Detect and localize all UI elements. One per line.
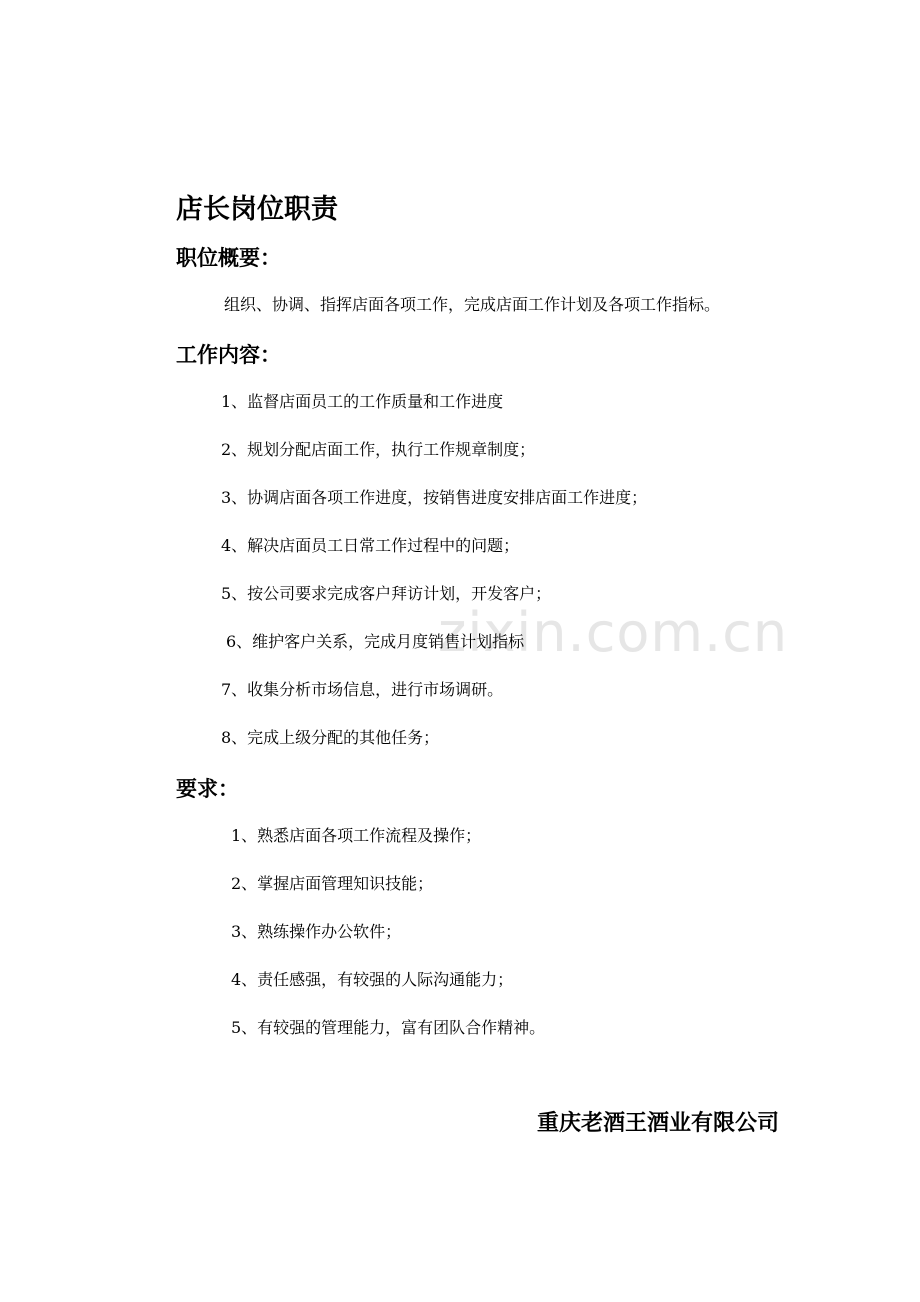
requirement-item-4: 4、责任感强，有较强的人际沟通能力； [231, 970, 514, 989]
work-item-4: 4、解决店面员工日常工作过程中的问题； [221, 536, 520, 555]
work-item-6: 6、维护客户关系，完成月度销售计划指标 [226, 632, 525, 651]
requirements-heading: 要求： [176, 777, 239, 801]
work-item-7: 7、收集分析市场信息，进行市场调研。 [221, 680, 504, 699]
work-content-heading: 工作内容： [176, 343, 281, 367]
work-item-3: 3、协调店面各项工作进度，按销售进度安排店面工作进度； [221, 488, 648, 507]
requirement-item-2: 2、掌握店面管理知识技能； [231, 874, 434, 893]
requirement-item-3: 3、熟练操作办公软件； [231, 922, 402, 941]
work-item-1: 1、监督店面员工的工作质量和工作进度 [221, 392, 504, 411]
watermark: zixin.com.cn [438, 601, 789, 664]
work-item-5: 5、按公司要求完成客户拜访计划，开发客户； [221, 584, 552, 603]
document-title: 店长岗位职责 [176, 194, 338, 225]
company-name: 重庆老酒王酒业有限公司 [537, 1111, 780, 1136]
requirement-item-1: 1、熟悉店面各项工作流程及操作； [231, 826, 482, 845]
overview-text: 组织、协调、指挥店面各项工作，完成店面工作计划及各项工作指标。 [224, 295, 721, 314]
work-item-2: 2、规划分配店面工作，执行工作规章制度； [221, 440, 536, 459]
overview-heading: 职位概要： [176, 246, 281, 270]
work-item-8: 8、完成上级分配的其他任务； [221, 728, 440, 747]
requirement-item-5: 5、有较强的管理能力，富有团队合作精神。 [231, 1018, 546, 1037]
